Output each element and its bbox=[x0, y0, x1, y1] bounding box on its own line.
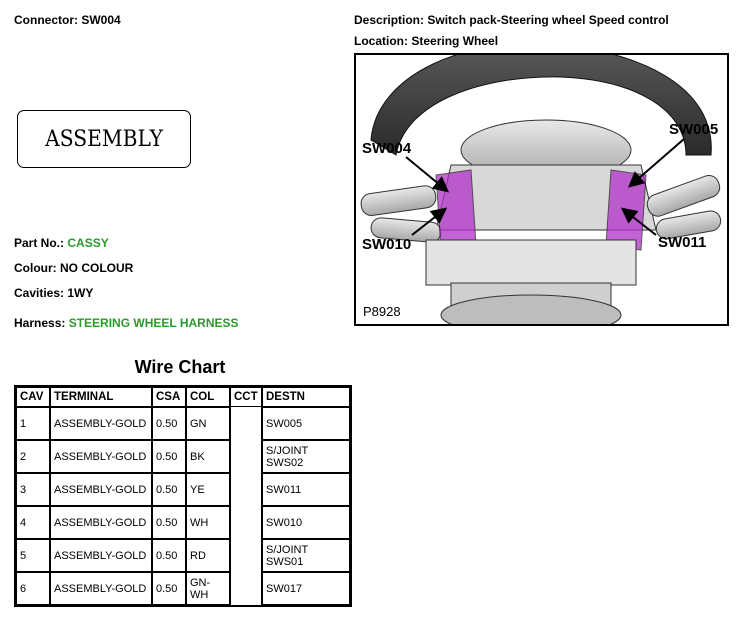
table-row bbox=[16, 506, 350, 539]
cell-csa: 0.50 bbox=[152, 473, 186, 506]
cell-cav: 2 bbox=[16, 440, 50, 473]
cell-cct bbox=[230, 473, 262, 506]
table-row bbox=[16, 440, 350, 473]
table-header-row bbox=[16, 387, 350, 407]
cell-cct bbox=[230, 407, 262, 440]
colour-line bbox=[14, 261, 133, 275]
cell-col: GN-WH bbox=[186, 572, 230, 605]
part-no-value: CASSY bbox=[67, 236, 109, 250]
col-header-terminal: TERMINAL bbox=[50, 387, 152, 407]
part-no-label: Part No.: bbox=[14, 236, 65, 250]
wire-chart-table bbox=[14, 385, 352, 607]
cell-col: BK bbox=[186, 440, 230, 473]
callout-sw011: SW011 bbox=[658, 234, 707, 251]
cell-csa: 0.50 bbox=[152, 539, 186, 572]
assembly-text: ASSEMBLY bbox=[45, 126, 163, 152]
cell-csa: 0.50 bbox=[152, 572, 186, 605]
cell-destn: S/JOINT SWS01 bbox=[262, 539, 350, 572]
table-row bbox=[16, 539, 350, 572]
col-header-cav: CAV bbox=[16, 387, 50, 407]
connector-value: SW004 bbox=[81, 13, 121, 27]
col-header-cct: CCT bbox=[230, 387, 262, 407]
location-diagram bbox=[354, 53, 729, 326]
col-header-destn: DESTN bbox=[262, 387, 350, 407]
cell-terminal: ASSEMBLY-GOLD bbox=[50, 506, 152, 539]
cell-terminal: ASSEMBLY-GOLD bbox=[50, 440, 152, 473]
cell-destn: SW005 bbox=[262, 407, 350, 440]
cell-cct bbox=[230, 506, 262, 539]
description-label: Description: bbox=[354, 13, 425, 27]
location-label: Location: bbox=[354, 34, 408, 48]
cell-csa: 0.50 bbox=[152, 506, 186, 539]
connector-label: Connector: bbox=[14, 13, 78, 27]
cell-cct bbox=[230, 539, 262, 572]
cell-cav: 1 bbox=[16, 407, 50, 440]
cell-terminal: ASSEMBLY-GOLD bbox=[50, 539, 152, 572]
cell-terminal: ASSEMBLY-GOLD bbox=[50, 572, 152, 605]
location-line bbox=[354, 34, 498, 48]
callout-sw005: SW005 bbox=[669, 121, 719, 138]
colour-value: NO COLOUR bbox=[60, 261, 134, 275]
harness-value: STEERING WHEEL HARNESS bbox=[68, 316, 239, 330]
col-header-csa: CSA bbox=[152, 387, 186, 407]
table-row bbox=[16, 407, 350, 440]
cell-col: RD bbox=[186, 539, 230, 572]
harness-line bbox=[14, 316, 239, 330]
cell-terminal: ASSEMBLY-GOLD bbox=[50, 473, 152, 506]
cavities-label: Cavities: bbox=[14, 286, 65, 300]
cell-cav: 3 bbox=[16, 473, 50, 506]
cell-csa: 0.50 bbox=[152, 440, 186, 473]
cell-destn: SW017 bbox=[262, 572, 350, 605]
callout-sw010: SW010 bbox=[362, 236, 412, 253]
cell-terminal: ASSEMBLY-GOLD bbox=[50, 407, 152, 440]
callout-sw004: SW004 bbox=[362, 140, 412, 157]
cell-col: YE bbox=[186, 473, 230, 506]
figure-id: P8928 bbox=[363, 304, 401, 319]
steering-wheel-illustration bbox=[356, 55, 727, 324]
cavities-value: 1WY bbox=[67, 286, 94, 300]
cell-destn: SW011 bbox=[262, 473, 350, 506]
cell-cav: 4 bbox=[16, 506, 50, 539]
cell-cav: 6 bbox=[16, 572, 50, 605]
cell-cct bbox=[230, 440, 262, 473]
cavities-line bbox=[14, 286, 93, 300]
harness-label: Harness: bbox=[14, 316, 66, 330]
cell-destn: SW010 bbox=[262, 506, 350, 539]
col-header-col: COL bbox=[186, 387, 230, 407]
cell-col: WH bbox=[186, 506, 230, 539]
cell-destn: S/JOINT SWS02 bbox=[262, 440, 350, 473]
cell-csa: 0.50 bbox=[152, 407, 186, 440]
cell-col: GN bbox=[186, 407, 230, 440]
table-row bbox=[16, 473, 350, 506]
location-value: Steering Wheel bbox=[411, 34, 499, 48]
description-line bbox=[354, 13, 669, 27]
wire-chart-title: Wire Chart bbox=[134, 357, 226, 377]
part-no-line bbox=[14, 236, 109, 250]
cell-cav: 5 bbox=[16, 539, 50, 572]
assembly-box bbox=[17, 110, 191, 168]
description-value: Switch pack-Steering wheel Speed control bbox=[427, 13, 669, 27]
connector-line bbox=[14, 13, 121, 27]
table-row bbox=[16, 572, 350, 605]
colour-label: Colour: bbox=[14, 261, 57, 275]
cell-cct bbox=[230, 572, 262, 605]
